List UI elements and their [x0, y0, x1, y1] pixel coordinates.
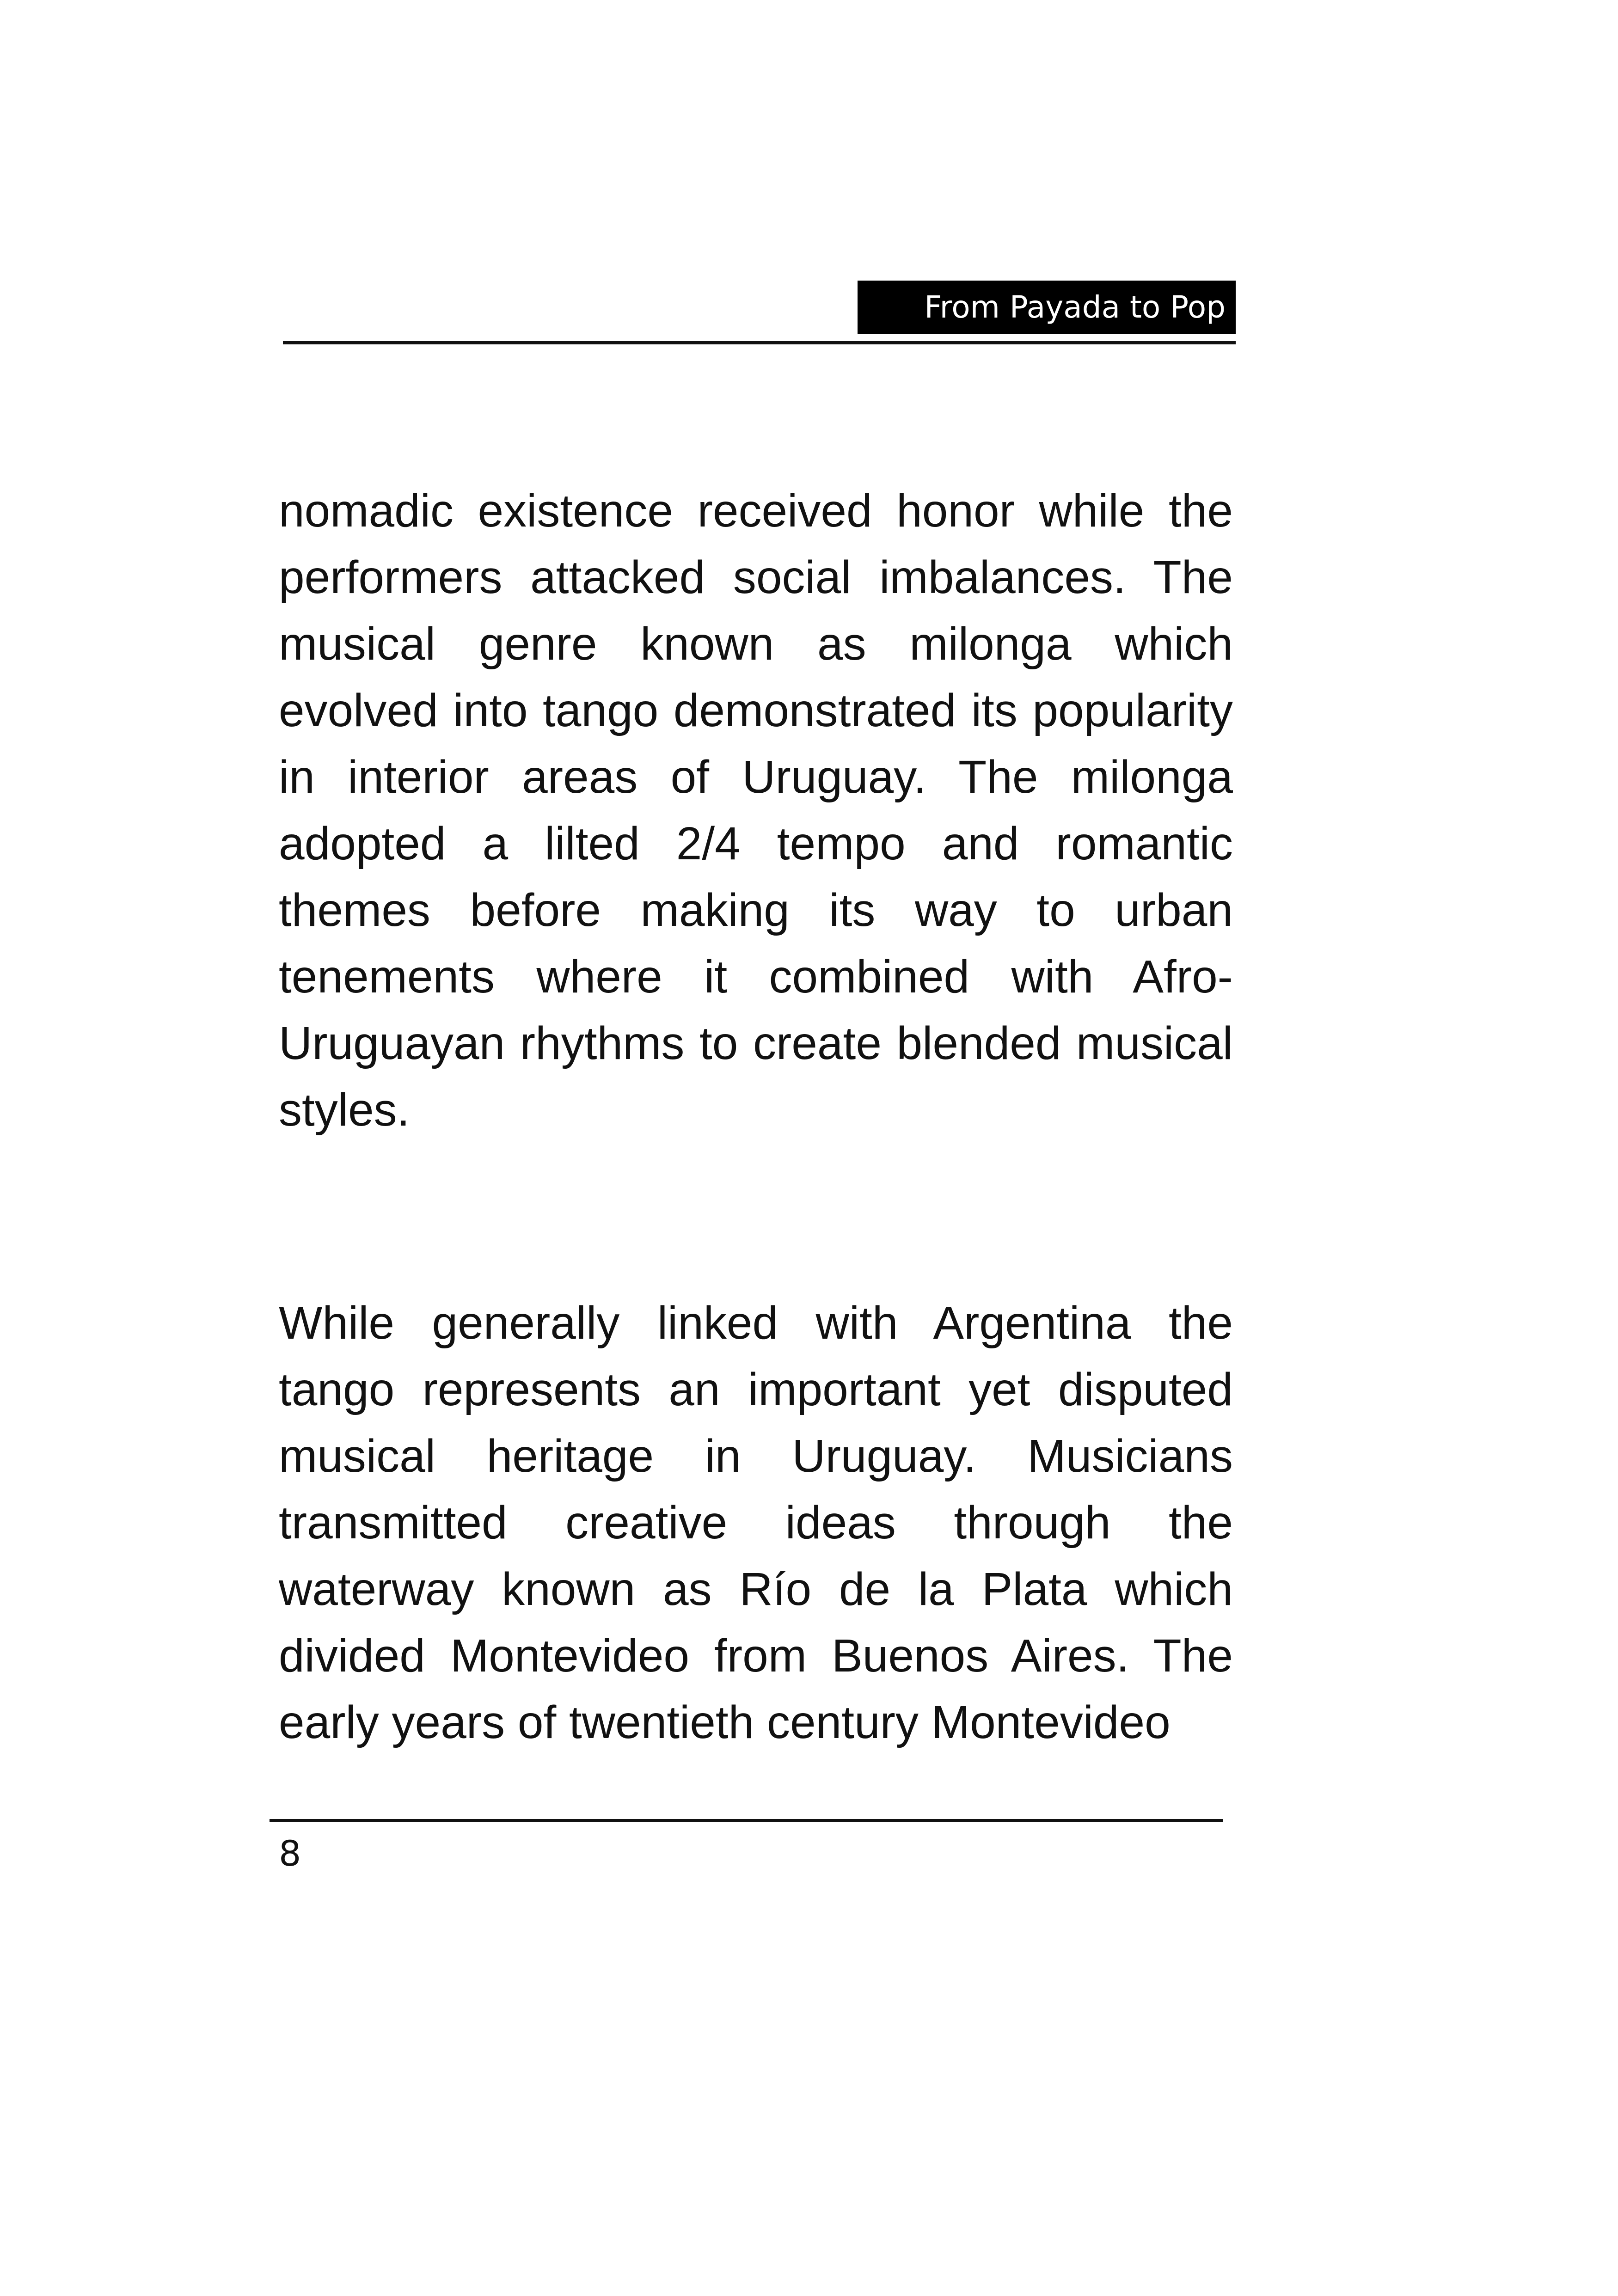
- running-head-title: From Payada to Pop: [858, 281, 1236, 334]
- body-paragraph: nomadic existence received honor while the performers attacked social imbalances. The musical genre known as milonga which evolved into tango demonstrated its popularity in interior areas of Uruguay. The milonga adopted a lilted 2/4 tempo and romantic themes before making its way to urban tenements where it combined with Afro-Uruguayan rhythms to create blended musical styles.: [279, 485, 1233, 1136]
- page-number: 8: [279, 1833, 301, 1874]
- body-paragraph: While generally linked with Argentina the tango represents an important yet disputed musical heritage in Uruguay. Musicians transmitted creative ideas through the waterway known as Río de la Plata which divided Montevideo from Buenos Aires. The early years of twentieth century Montevideo: [279, 1297, 1233, 1748]
- footer-rule: [270, 1819, 1223, 1822]
- header-rule: [283, 341, 1236, 344]
